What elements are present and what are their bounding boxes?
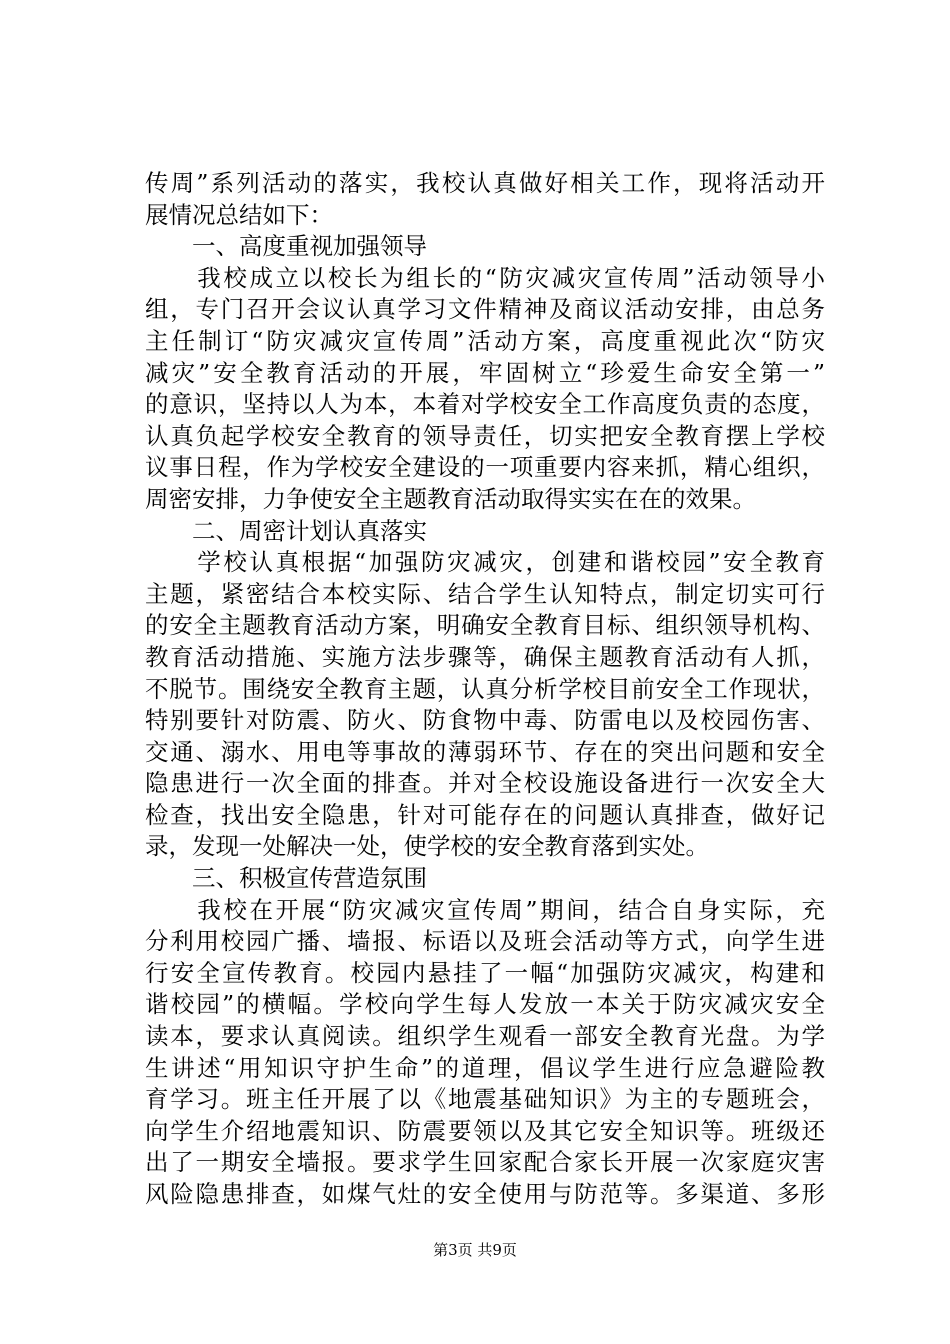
- body-line: 特别要针对防震、防火、防食物中毒、防雷电以及校园伤害、: [145, 706, 825, 735]
- body-line: 主题，紧密结合本校实际、结合学生认知特点，制定切实可行: [145, 579, 825, 608]
- body-line: 育学习。班主任开展了以《地震基础知识》为主的专题班会，: [145, 1085, 825, 1114]
- body-line: 组，专门召开会议认真学习文件精神及商议活动安排，由总务: [145, 295, 825, 324]
- body-line: 不脱节。围绕安全教育主题，认真分析学校目前安全工作现状，: [145, 674, 825, 703]
- body-line: 学校认真根据“加强防灾减灾，创建和谐校园”安全教育: [145, 548, 825, 577]
- body-line: 风险隐患排查，如煤气灶的安全使用与防范等。多渠道、多形: [145, 1180, 825, 1208]
- body-line: 教育活动措施、实施方法步骤等，确保主题教育活动有人抓，: [145, 642, 825, 671]
- body-line: 减灾”安全教育活动的开展，牢固树立“珍爱生命安全第一”: [145, 358, 825, 387]
- body-line: 交通、溺水、用电等事故的薄弱环节、存在的突出问题和安全: [145, 737, 825, 766]
- body-line: 的意识，坚持以人为本，本着对学校安全工作高度负责的态度，: [145, 390, 825, 419]
- body-line: 我校在开展“防灾减灾宣传周”期间，结合自身实际，充: [145, 895, 825, 924]
- body-line: 周密安排，力争使安全主题教育活动取得实实在在的效果。: [145, 484, 756, 513]
- page-footer: 第3页 共9页: [433, 1241, 517, 1259]
- body-line: 生讲述“用知识守护生命”的道理，倡议学生进行应急避险教: [145, 1053, 825, 1082]
- body-line: 我校成立以校长为组长的“防灾减灾宣传周”活动领导小: [145, 263, 825, 292]
- body-line: 传周”系列活动的落实，我校认真做好相关工作，现将活动开: [145, 169, 825, 197]
- body-line: 向学生介绍地震知识、防震要领以及其它安全知识等。班级还: [145, 1116, 825, 1145]
- body-line: 的安全主题教育活动方案，明确安全教育目标、组织领导机构、: [145, 611, 825, 640]
- body-line: 主任制订“防灾减灾宣传周”活动方案，高度重视此次“防灾: [145, 326, 825, 355]
- body-line: 行安全宣传教育。校园内悬挂了一幅“加强防灾减灾，构建和: [145, 958, 825, 987]
- body-line: 读本，要求认真阅读。组织学生观看一部安全教育光盘。为学: [145, 1022, 825, 1051]
- body-line: 展情况总结如下：: [145, 200, 333, 229]
- body-line: 三、积极宣传营造氛围: [145, 864, 427, 893]
- body-line: 出了一期安全墙报。要求学生回家配合家长开展一次家庭灾害: [145, 1148, 825, 1177]
- body-line: 录，发现一处解决一处，使学校的安全教育落到实处。: [145, 832, 709, 861]
- body-line: 谐校园”的横幅。学校向学生每人发放一本关于防灾减灾安全: [145, 990, 825, 1019]
- body-line: 分利用校园广播、墙报、标语以及班会活动等方式，向学生进: [145, 927, 825, 956]
- body-line: 一、高度重视加强领导: [145, 232, 427, 261]
- body-line: 二、周密计划认真落实: [145, 516, 427, 545]
- body-line: 认真负起学校安全教育的领导责任，切实把安全教育摆上学校: [145, 421, 825, 450]
- body-line: 检查，找出安全隐患，针对可能存在的问题认真排查，做好记: [145, 800, 825, 829]
- body-line: 隐患进行一次全面的排查。并对全校设施设备进行一次安全大: [145, 769, 825, 798]
- body-line: 议事日程，作为学校安全建设的一项重要内容来抓，精心组织，: [145, 453, 825, 482]
- document-body: [145, 168, 825, 1211]
